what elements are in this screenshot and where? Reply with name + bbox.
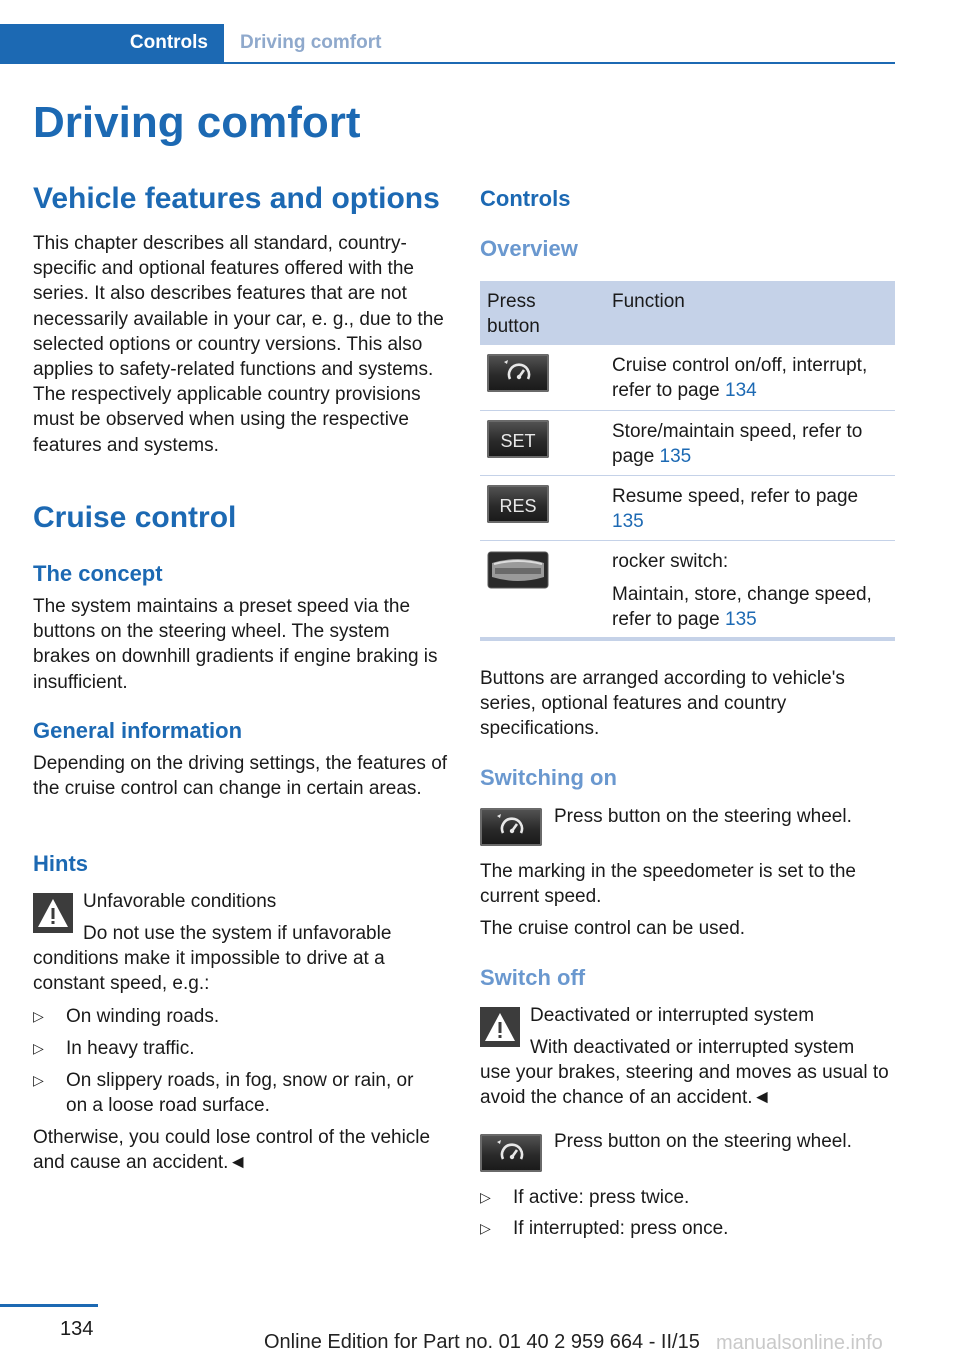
controls-heading: Controls — [480, 186, 571, 211]
closing-text: Otherwise, you could lose control of the vehicle and cause an accident.◄ — [33, 1127, 431, 1174]
cruise-control-icon — [480, 808, 542, 846]
page-number: 134 — [60, 1318, 94, 1340]
cruise-control-icon — [480, 1134, 542, 1172]
switch-off-warning-title: Deactivated or interrupted system — [530, 1005, 815, 1026]
hints-warning-text: conditions make it impossible to drive at a constant speed, e.g.: — [33, 948, 385, 995]
buttons-note: Buttons are arranged according to vehicle's series, optional features and country specifications. — [480, 668, 845, 740]
set-button-icon: SET — [487, 420, 549, 458]
usable-text: The cruise control can be used. — [480, 918, 746, 939]
table-row — [480, 541, 895, 637]
rocker-switch-icon — [487, 551, 549, 589]
vehicle-features-heading: Vehicle features and options — [33, 182, 440, 215]
hints-warning-title: Unfavorable conditions — [83, 891, 277, 912]
bullet-triangle-icon: ▷ — [480, 1189, 491, 1205]
bullet-triangle-icon: ▷ — [33, 1008, 44, 1024]
res-button-icon: RES — [487, 485, 549, 523]
bullet-triangle-icon: ▷ — [480, 1220, 491, 1236]
table-header — [480, 281, 895, 345]
page-number-rule — [0, 1304, 98, 1307]
page-link[interactable]: 135 — [725, 609, 757, 631]
page-link[interactable]: 135 — [659, 446, 692, 468]
general-info-heading: General information — [33, 718, 243, 743]
column-header-button: Press button — [487, 291, 540, 338]
hints-heading: Hints — [33, 851, 88, 876]
switch-off-warning-line1: With deactivated or interrupted system — [530, 1037, 855, 1058]
bullet-triangle-icon: ▷ — [33, 1040, 44, 1056]
watermark: manualsonline.info — [716, 1332, 883, 1354]
table-row — [480, 476, 895, 541]
switch-off-heading: Switch off — [480, 965, 586, 990]
edition-footer: Online Edition for Part no. 01 40 2 959 664 - II/15 — [264, 1331, 700, 1353]
switching-on-heading: Switching on — [480, 765, 617, 790]
vehicle-features-text: This chapter describes all standard, country-specific and optional features offered with the series. It also describes features that are not necessarily available in your car, e. g., due to the selected options or country versions. This also applies to safety-related functions and systems. The respectively applicable country provisions must be observed when using the respective features and systems. — [33, 233, 444, 456]
switching-on-press-text: Press button on the steering wheel. — [554, 806, 852, 827]
general-info-text: Depending on the driving settings, the features of the cruise control can change in certain areas. — [33, 753, 448, 800]
page-header — [0, 24, 895, 64]
warning-icon — [480, 1007, 520, 1047]
table-bottom-rule — [480, 637, 895, 641]
marking-text: The marking in the speedometer is set to the current speed. — [480, 861, 856, 908]
switch-off-warning-text: use your brakes, steering and moves as usual to avoid the chance of an accident.◄ — [480, 1062, 889, 1109]
cruise-control-icon — [487, 354, 549, 392]
function-text: Cruise control on/off, interrupt, refer to page 134 — [612, 355, 868, 402]
concept-text: The system maintains a preset speed via the buttons on the steering wheel. The system brakes on downhill gradients if engine braking is insufficient. — [33, 596, 438, 693]
overview-heading: Overview — [480, 236, 578, 261]
page-link[interactable]: 135 — [612, 511, 644, 533]
chapter-tab — [0, 24, 224, 62]
switch-off-press-text: Press button on the steering wheel. — [554, 1131, 852, 1152]
chapter-label: Controls — [129, 32, 208, 53]
function-text: Maintain, store, change speed, refer to page 135 — [612, 584, 872, 631]
page-link[interactable]: 134 — [725, 380, 757, 402]
page-title: Driving comfort — [33, 98, 361, 147]
bullet-triangle-icon: ▷ — [33, 1072, 44, 1088]
function-text-rocker: rocker switch: — [612, 551, 729, 572]
warning-icon — [33, 893, 73, 933]
function-text: Store/maintain speed, refer to page 135 — [612, 421, 863, 468]
cruise-control-heading: Cruise control — [33, 501, 237, 534]
table-row — [480, 411, 895, 476]
hints-warning-line1: Do not use the system if unfavorable — [83, 923, 392, 944]
section-label: Driving comfort — [240, 32, 382, 53]
concept-heading: The concept — [33, 561, 163, 586]
table-row — [480, 345, 895, 411]
column-header-function: Function — [612, 291, 685, 312]
function-text: Resume speed, refer to page 135 — [612, 486, 859, 533]
